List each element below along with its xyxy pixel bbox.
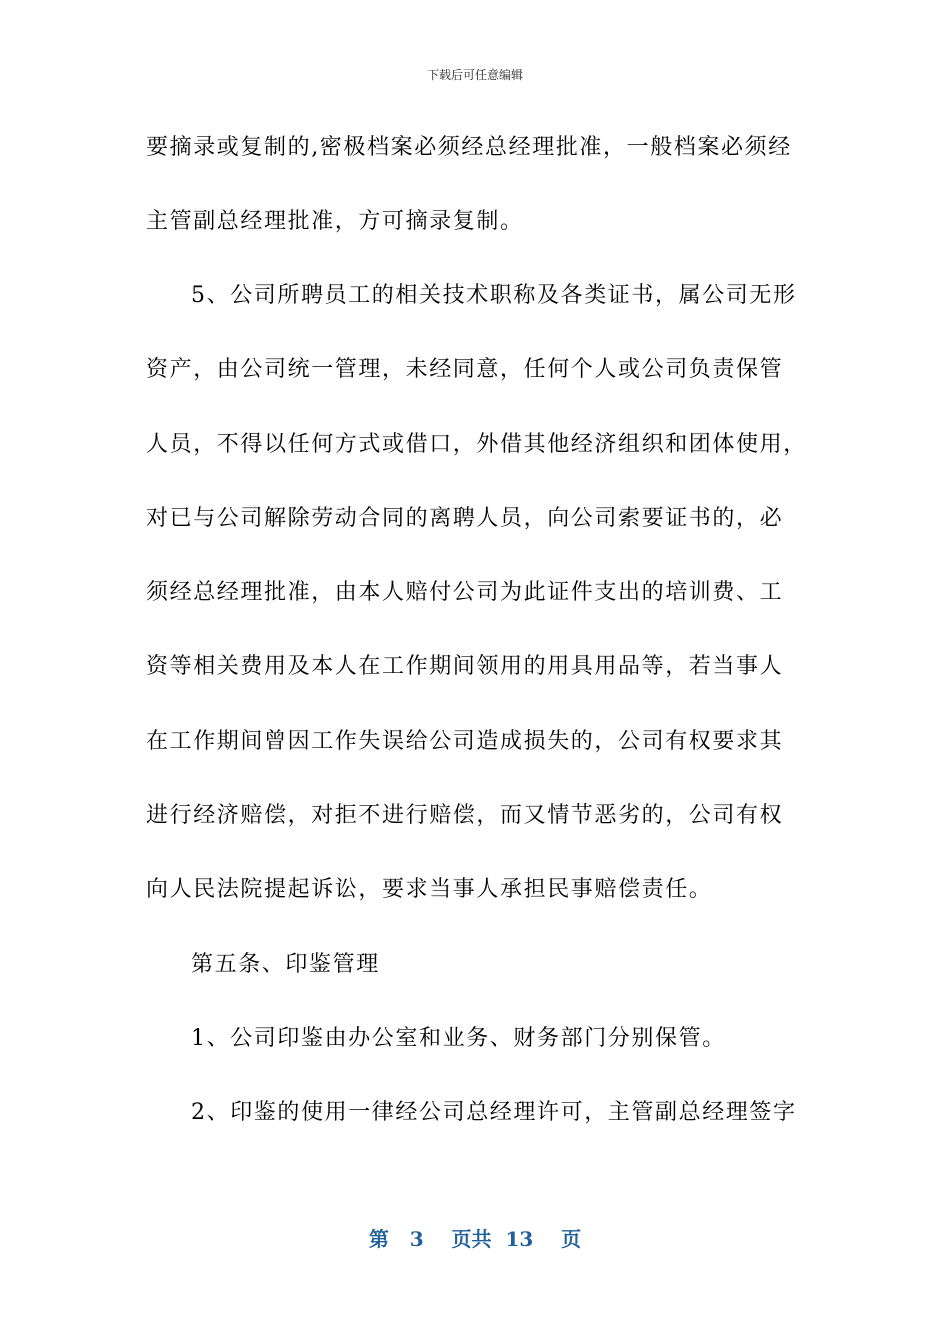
body-line: 主管副总经理批准，方可摘录复制。 bbox=[146, 209, 524, 234]
header-note: 下载后可任意编辑 bbox=[426, 68, 523, 82]
footer-page-suffix: 页 bbox=[561, 1227, 582, 1251]
footer-page-middle: 页共 bbox=[451, 1227, 492, 1251]
body-line: 5、公司所聘员工的相关技术职称及各类证书，属公司无形 bbox=[191, 283, 797, 308]
body-line: 资等相关费用及本人在工作期间领用的用具用品等，若当事人 bbox=[146, 654, 784, 679]
body-line: 进行经济赔偿，对拒不进行赔偿，而又情节恶劣的，公司有权 bbox=[146, 803, 784, 828]
body-line: 对已与公司解除劳动合同的离聘人员，向公司索要证书的，必 bbox=[146, 506, 784, 531]
body-line: 资产，由公司统一管理，未经同意，任何个人或公司负责保管 bbox=[146, 357, 784, 382]
footer-page-number: 3 bbox=[409, 1227, 424, 1251]
footer-page-total: 13 bbox=[505, 1227, 534, 1251]
section-heading: 第五条、印鉴管理 bbox=[191, 952, 380, 977]
body-line: 人员，不得以任何方式或借口，外借其他经济组织和团体使用， bbox=[146, 432, 807, 457]
body-line: 要摘录或复制的,密极档案必须经总经理批准，一般档案必须经 bbox=[146, 135, 792, 160]
body-line: 在工作期间曾因工作失误给公司造成损失的，公司有权要求其 bbox=[146, 729, 784, 754]
page-footer bbox=[0, 1226, 950, 1252]
body-line: 向人民法院提起诉讼，要求当事人承担民事赔偿责任。 bbox=[146, 877, 713, 902]
body-line: 2、印鉴的使用一律经公司总经理许可，主管副总经理签字 bbox=[191, 1100, 797, 1125]
body-line: 1、公司印鉴由办公室和业务、财务部门分别保管。 bbox=[191, 1026, 726, 1051]
footer-page-prefix: 第 bbox=[368, 1227, 389, 1251]
body-line: 须经总经理批准，由本人赔付公司为此证件支出的培训费、工 bbox=[146, 580, 784, 605]
